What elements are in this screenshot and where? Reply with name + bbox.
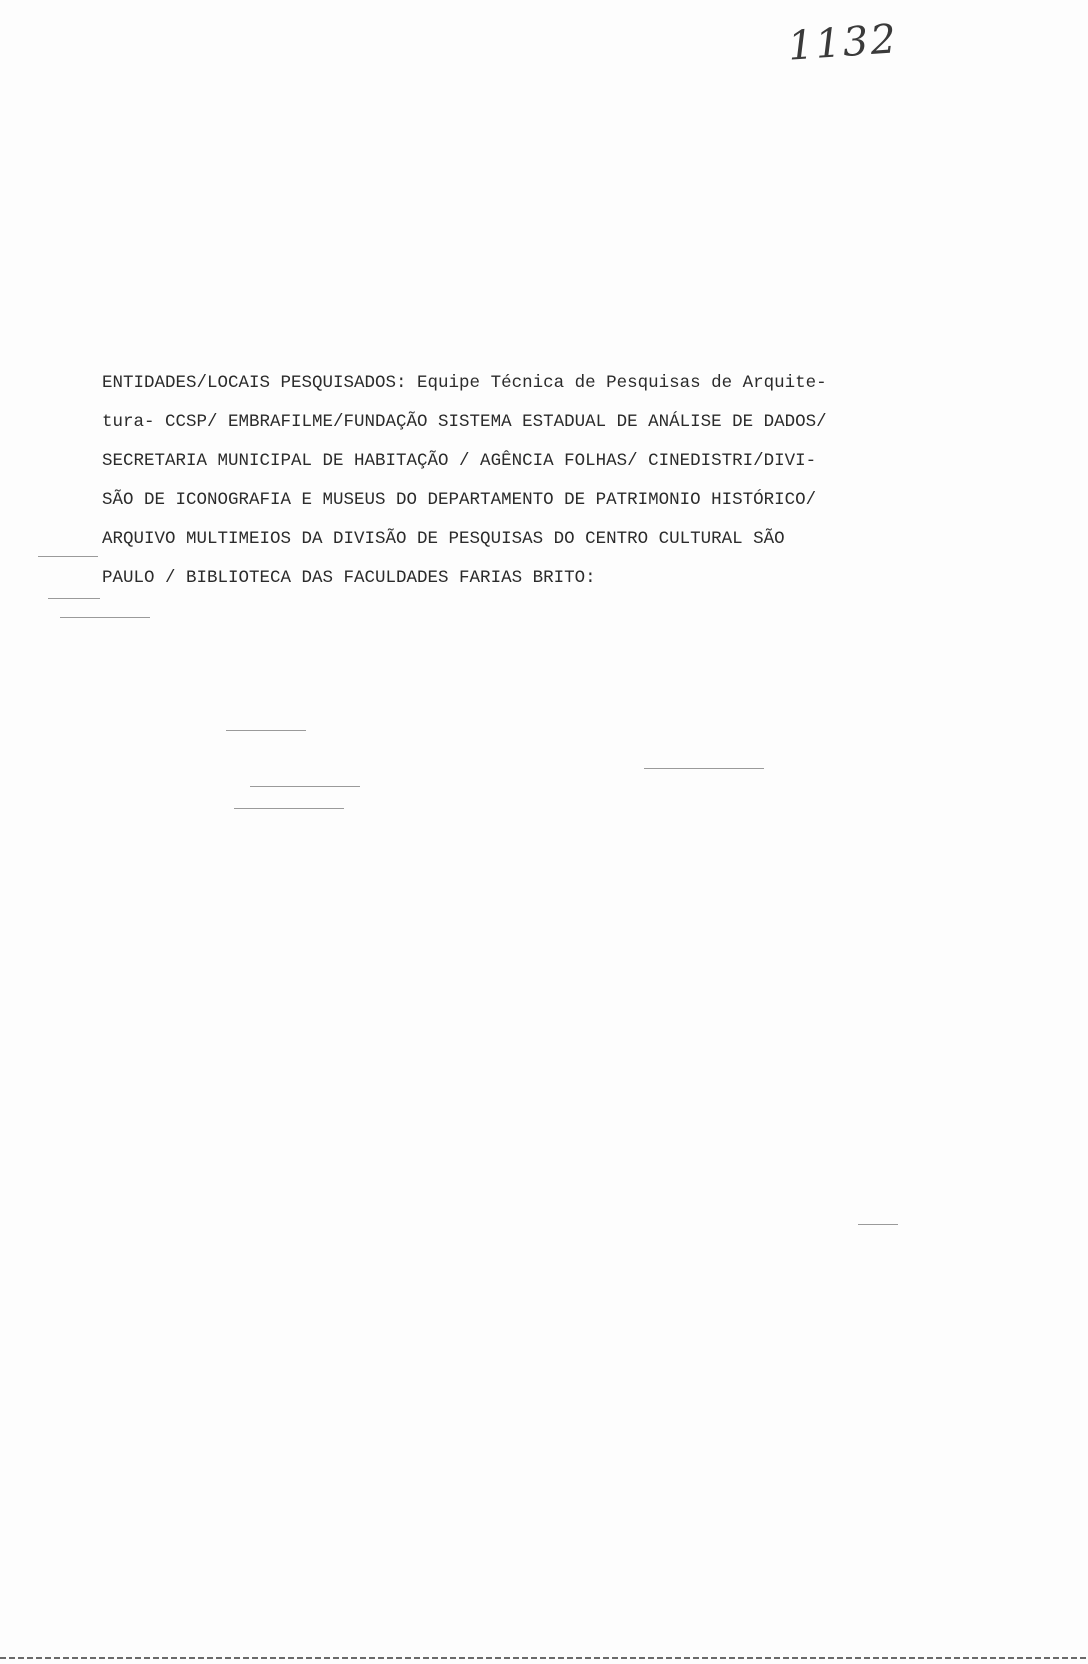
- text-line: ARQUIVO MULTIMEIOS DA DIVISÃO DE PESQUISAS DO CENTRO CULTURAL SÃO: [102, 529, 785, 549]
- text-line: SÃO DE ICONOGRAFIA E MUSEUS DO DEPARTAMENTO DE PATRIMONIO HISTÓRICO/: [102, 490, 817, 510]
- text-line: ENTIDADES/LOCAIS PESQUISADOS: Equipe Técnica de Pesquisas de Arquite-: [102, 373, 827, 393]
- scan-speck: [226, 730, 306, 731]
- bottom-scan-edge: [0, 1657, 1088, 1659]
- scan-speck: [234, 808, 344, 809]
- scan-speck: [48, 598, 100, 599]
- scan-speck: [38, 556, 98, 557]
- scan-speck: [858, 1224, 898, 1225]
- handwritten-page-number: 1132: [786, 16, 900, 70]
- text-line: tura- CCSP/ EMBRAFILME/FUNDAÇÃO SISTEMA ESTADUAL DE ANÁLISE DE DADOS/: [102, 412, 827, 432]
- researched-entities-paragraph: [102, 364, 1022, 598]
- text-line: PAULO / BIBLIOTECA DAS FACULDADES FARIAS BRITO:: [102, 568, 596, 588]
- scan-speck: [644, 768, 764, 769]
- scan-speck: [60, 617, 150, 618]
- text-line: SECRETARIA MUNICIPAL DE HABITAÇÃO / AGÊNCIA FOLHAS/ CINEDISTRI/DIVI-: [102, 451, 817, 471]
- scan-speck: [250, 786, 360, 787]
